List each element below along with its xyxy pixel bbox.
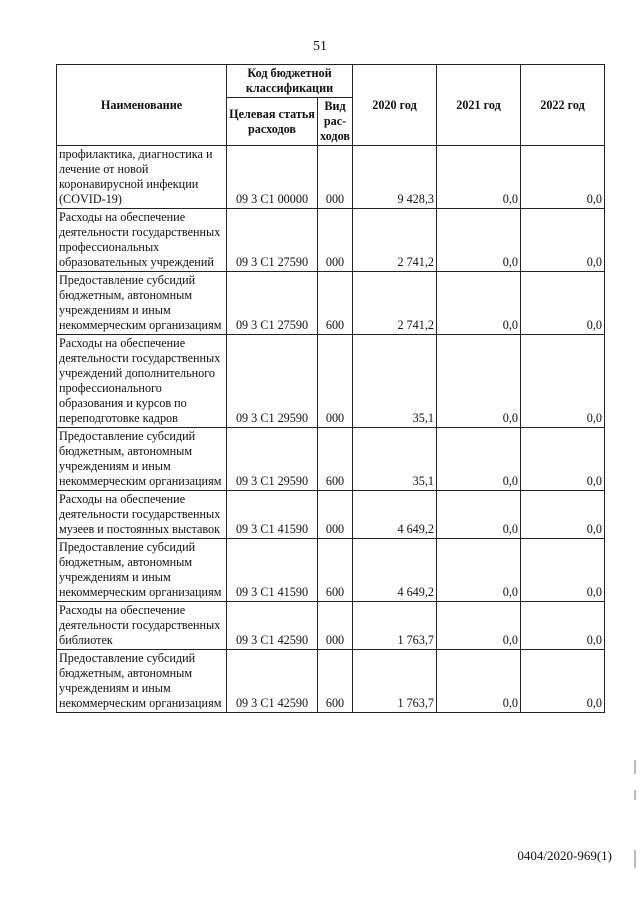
table-header [57,65,605,146]
row-code: 09 3 С1 29590 [227,428,318,491]
row-2022: 0,0 [521,272,605,335]
row-2021: 0,0 [437,491,521,539]
row-code: 09 3 С1 00000 [227,146,318,209]
row-2022: 0,0 [521,209,605,272]
row-name: Расходы на обеспечение деятельности государственных учреждений дополнительного профессионального образования и курсов по переподготовке кадров [57,335,227,428]
row-2022: 0,0 [521,539,605,602]
row-2020: 9 428,3 [353,146,437,209]
header-expense-type: Вид рас-ходов [318,98,353,146]
row-expense-type: 600 [318,539,353,602]
row-expense-type: 600 [318,428,353,491]
document-id: 0404/2020-969(1) [517,848,612,863]
row-expense-type: 000 [318,335,353,428]
row-name: Предоставление субсидий бюджетным, автономным учреждениям и иным некоммерческим организациям [57,272,227,335]
table-row [57,491,605,539]
header-target-article: Целевая статья расходов [227,98,318,146]
header-2020: 2020 год [353,65,437,146]
table-row [57,146,605,209]
header-2022: 2022 год [521,65,605,146]
row-2021: 0,0 [437,209,521,272]
row-name: Расходы на обеспечение деятельности государственных музеев и постоянных выставок [57,491,227,539]
row-expense-type: 000 [318,491,353,539]
row-2022: 0,0 [521,335,605,428]
table-row [57,428,605,491]
row-2021: 0,0 [437,602,521,650]
row-2022: 0,0 [521,491,605,539]
table-row [57,602,605,650]
row-2022: 0,0 [521,146,605,209]
row-code: 09 3 С1 41590 [227,491,318,539]
row-2020: 1 763,7 [353,650,437,713]
row-name: Расходы на обеспечение деятельности государственных библиотек [57,602,227,650]
row-2020: 4 649,2 [353,539,437,602]
row-2020: 4 649,2 [353,491,437,539]
row-2021: 0,0 [437,272,521,335]
header-2021: 2021 год [437,65,521,146]
table-row [57,539,605,602]
row-name: Предоставление субсидий бюджетным, автономным учреждениям и иным некоммерческим организациям [57,650,227,713]
row-2022: 0,0 [521,650,605,713]
row-2021: 0,0 [437,146,521,209]
row-2021: 0,0 [437,335,521,428]
row-2020: 35,1 [353,335,437,428]
row-code: 09 3 С1 27590 [227,209,318,272]
row-2020: 1 763,7 [353,602,437,650]
table-row [57,209,605,272]
table-row [57,650,605,713]
row-code: 09 3 С1 29590 [227,335,318,428]
row-expense-type: 600 [318,650,353,713]
row-2020: 2 741,2 [353,272,437,335]
row-name: Расходы на обеспечение деятельности государственных профессиональных образовательных учреждений [57,209,227,272]
row-name: профилактика, диагностика и лечение от новой коронавирусной инфекции (COVID-19) [57,146,227,209]
budget-table [56,64,605,713]
table-row [57,272,605,335]
row-2021: 0,0 [437,650,521,713]
row-code: 09 3 С1 27590 [227,272,318,335]
table-body [57,146,605,713]
row-2021: 0,0 [437,539,521,602]
row-expense-type: 600 [318,272,353,335]
row-2022: 0,0 [521,428,605,491]
row-expense-type: 000 [318,602,353,650]
row-code: 09 3 С1 42590 [227,602,318,650]
table-row [57,335,605,428]
row-expense-type: 000 [318,146,353,209]
row-2022: 0,0 [521,602,605,650]
scan-edge-mark [634,850,636,868]
row-2020: 35,1 [353,428,437,491]
row-name: Предоставление субсидий бюджетным, автономным учреждениям и иным некоммерческим организациям [57,539,227,602]
scan-edge-mark [634,760,636,774]
page-number: 51 [313,39,327,54]
row-name: Предоставление субсидий бюджетным, автономным учреждениям и иным некоммерческим организациям [57,428,227,491]
scan-edge-mark [634,790,636,800]
row-code: 09 3 С1 41590 [227,539,318,602]
row-expense-type: 000 [318,209,353,272]
row-2021: 0,0 [437,428,521,491]
row-code: 09 3 С1 42590 [227,650,318,713]
header-classification: Код бюджетной классификации [227,65,353,98]
header-name: Наименование [57,65,227,146]
row-2020: 2 741,2 [353,209,437,272]
